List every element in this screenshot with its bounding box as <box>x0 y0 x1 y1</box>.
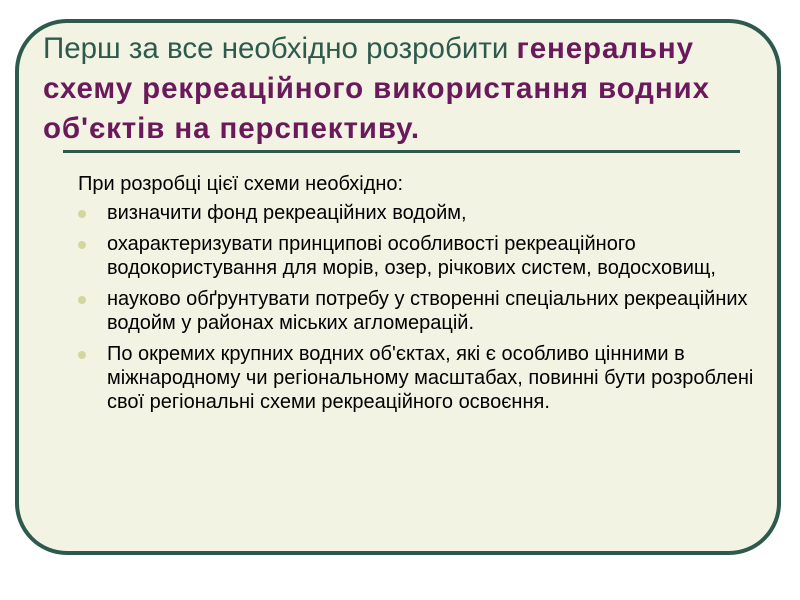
title-underline <box>63 150 740 153</box>
bullet-text: визначити фонд рекреаційних водойм, <box>107 202 467 224</box>
bullet-item <box>78 342 758 414</box>
bullet-text: охарактеризувати принципові особливості рекреаційного водокористування для морів, озер, річкових систем, водосховищ, <box>107 233 716 279</box>
bullet-text: науково обґрунтувати потребу у створенні спеціальних рекреаційних водойм у районах міських агломерацій. <box>107 288 748 334</box>
bullet-list <box>78 201 758 414</box>
slide-body <box>78 172 758 421</box>
bullet-dot-icon <box>78 210 86 218</box>
bullet-item <box>78 287 758 335</box>
title-emphasis-text: генеральну схему рекреаційного використання водних об'єктів на перспективу. <box>43 32 710 145</box>
bullet-dot-icon <box>78 296 86 304</box>
bullet-item <box>78 232 758 280</box>
bullet-item <box>78 201 758 225</box>
bullet-text: По окремих крупних водних об'єктах, які є особливо цінними в міжнародному чи регіональному масштабах, повинні бути розроблені свої регіональні схеми рекреаційного освоєння. <box>107 343 754 413</box>
slide-title <box>43 29 778 149</box>
intro-text: При розробці цієї схеми необхідно: <box>78 173 404 195</box>
title-plain-text: Перш за все необхідно розробити <box>43 32 517 65</box>
bullet-dot-icon <box>78 241 86 249</box>
bullet-dot-icon <box>78 351 86 359</box>
